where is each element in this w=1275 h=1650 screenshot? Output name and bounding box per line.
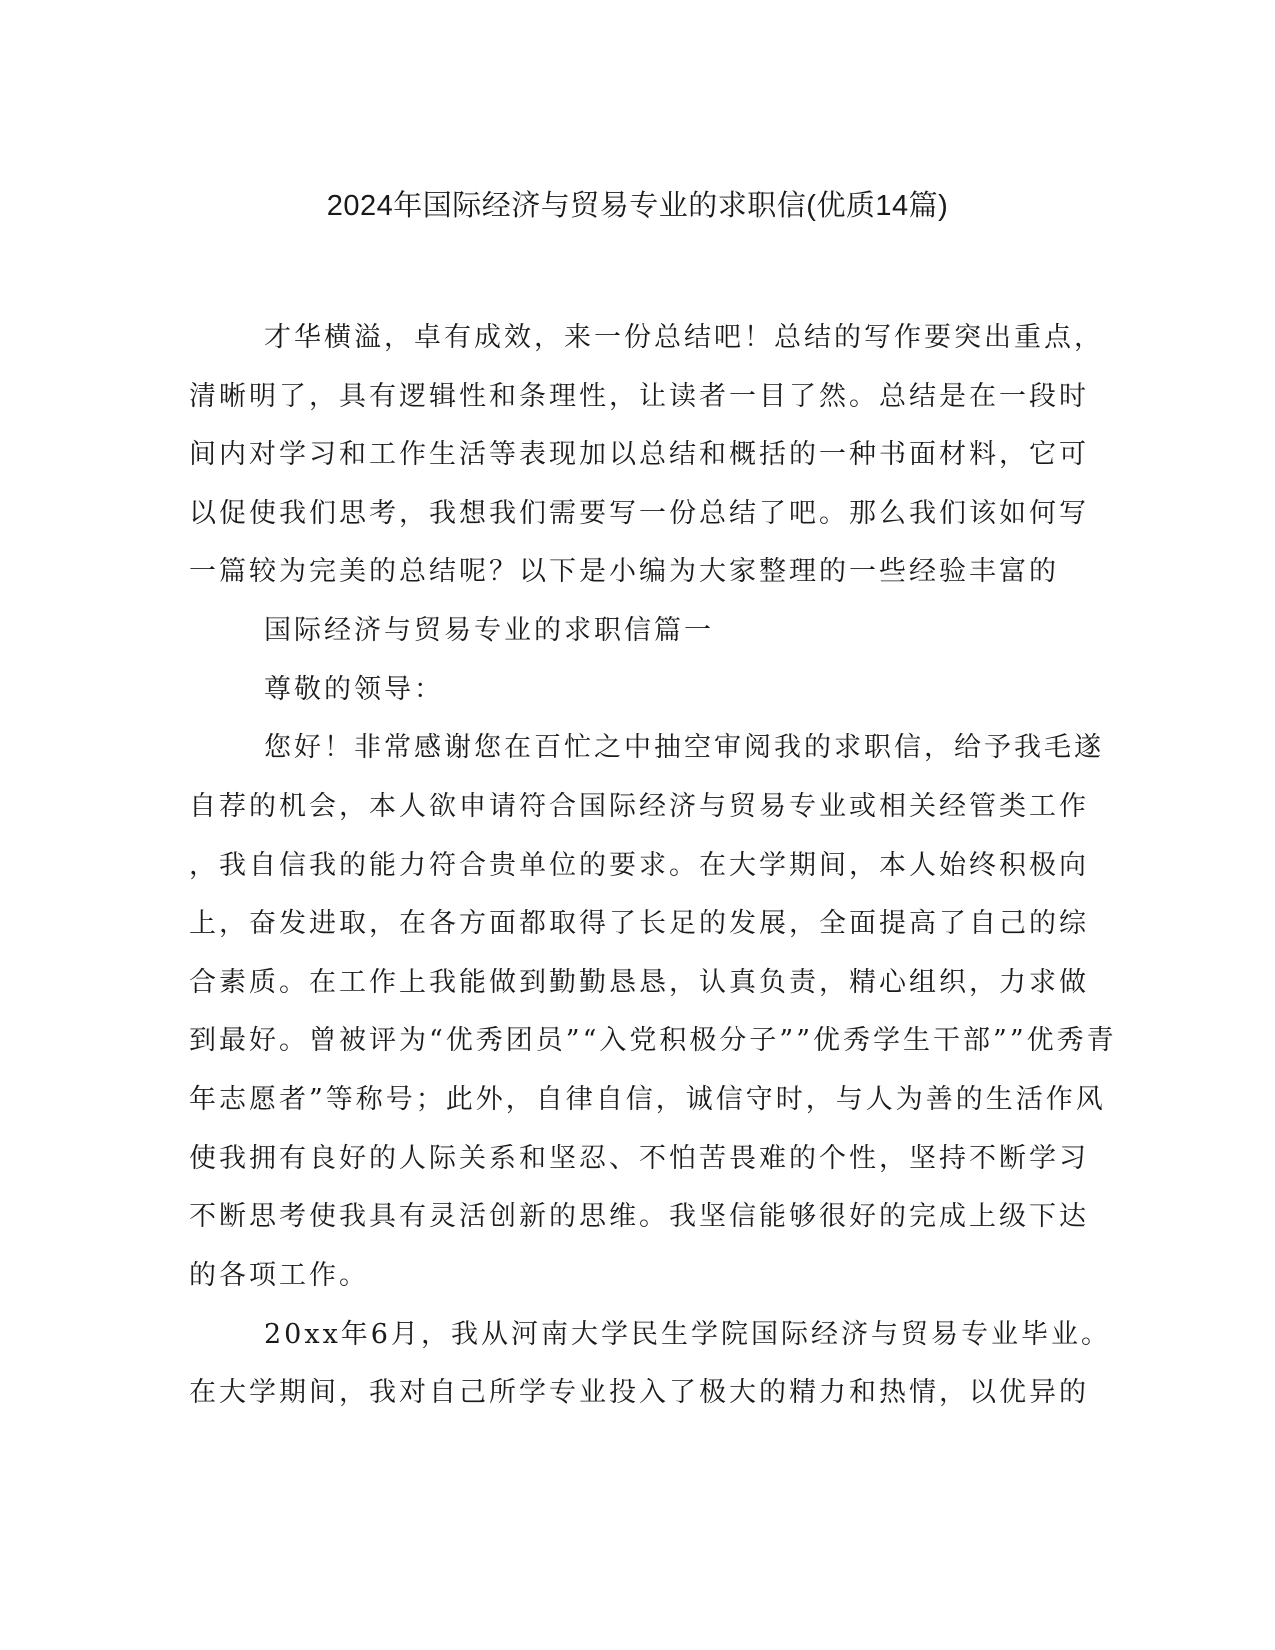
- section-heading: 国际经济与贸易专业的求职信篇一: [264, 615, 714, 646]
- body-para-1-line-4: 上，奋发进取，在各方面都取得了长足的发展，全面提高了自己的综: [189, 908, 1089, 939]
- body-para-2-line-2: 在大学期间，我对自己所学专业投入了极大的精力和热情，以优异的: [189, 1377, 1089, 1408]
- intro-line-4: 以促使我们思考，我想我们需要写一份总结了吧。那么我们该如何写: [189, 498, 1089, 529]
- document-title: 2024年国际经济与贸易专业的求职信(优质14篇): [326, 190, 949, 222]
- intro-line-1: 才华横溢，卓有成效，来一份总结吧！总结的写作要突出重点，: [264, 322, 1104, 353]
- body-para-1-line-7: 年志愿者”等称号；此外，自律自信，诚信守时，与人为善的生活作风: [189, 1084, 1106, 1115]
- salutation: 尊敬的领导：: [264, 674, 444, 705]
- intro-line-5: 一篇较为完美的总结呢？以下是小编为大家整理的一些经验丰富的: [189, 556, 1059, 587]
- body-para-2-line-1: 20xx年6月，我从河南大学民生学院国际经济与贸易专业毕业。: [264, 1319, 1111, 1350]
- body-para-1-line-9: 不断思考使我具有灵活创新的思维。我坚信能够很好的完成上级下达: [189, 1201, 1089, 1232]
- body-para-1-line-2: 自荐的机会，本人欲申请符合国际经济与贸易专业或相关经管类工作: [189, 791, 1089, 822]
- intro-line-2: 清晰明了，具有逻辑性和条理性，让读者一目了然。总结是在一段时: [189, 381, 1089, 412]
- body-para-1-line-8: 使我拥有良好的人际关系和坚忍、不怕苦畏难的个性，坚持不断学习: [189, 1143, 1089, 1174]
- body-para-1-line-5: 合素质。在工作上我能做到勤勤恳恳，认真负责，精心组织，力求做: [189, 967, 1089, 998]
- body-para-1-line-1: 您好！非常感谢您在百忙之中抽空审阅我的求职信，给予我毛遂: [264, 732, 1104, 763]
- body-para-1-line-3: ，我自信我的能力符合贵单位的要求。在大学期间，本人始终积极向: [189, 850, 1089, 881]
- body-para-1-line-10: 的各项工作。: [189, 1260, 369, 1291]
- body-para-1-line-6: 到最好。曾被评为“优秀团员”“入党积极分子””优秀学生干部””优秀青: [189, 1025, 1117, 1056]
- intro-line-3: 间内对学习和工作生活等表现加以总结和概括的一种书面材料，它可: [189, 439, 1089, 470]
